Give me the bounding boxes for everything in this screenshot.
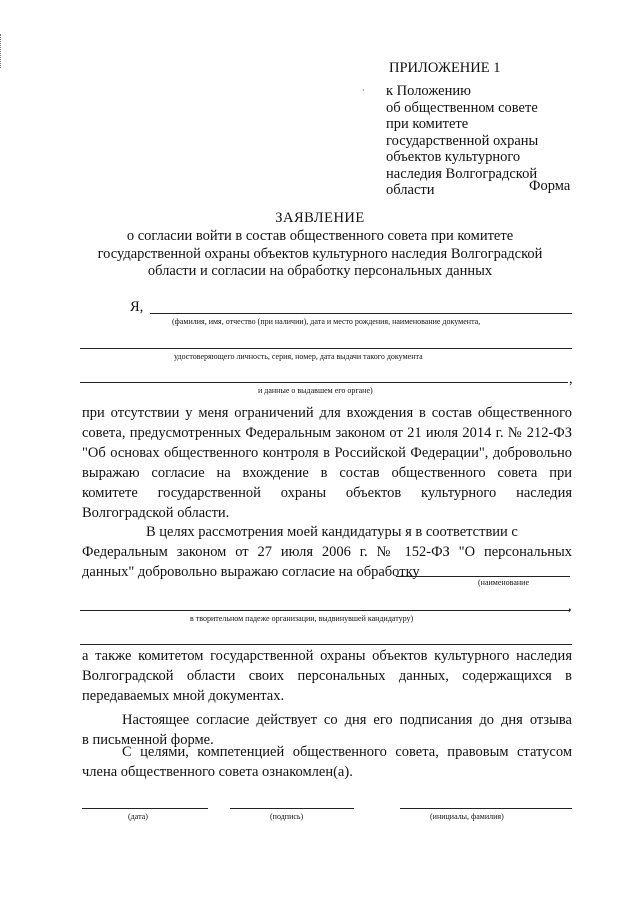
appendix-line: объектов культурного bbox=[386, 149, 521, 165]
identity-hint-3: и данные о выдавшем его органе) bbox=[258, 386, 373, 395]
signature-line[interactable] bbox=[230, 808, 354, 809]
paragraph-line: Волгоградской области. bbox=[82, 505, 230, 521]
appendix-line: наследия Волгоградской bbox=[386, 165, 538, 182]
paragraph-acknowledgement bbox=[82, 742, 572, 782]
paragraph-line: "Об основах общественного контроля в Российской Федерации", добровольно bbox=[82, 445, 572, 461]
appendix-line: области bbox=[386, 182, 435, 198]
paragraph-line: передаваемых мной документах. bbox=[82, 688, 285, 704]
form-label: Форма bbox=[529, 178, 571, 194]
paragraph-line: а также комитетом государственной охраны объектов культурного наследия bbox=[82, 648, 572, 664]
paragraph-line: выражаю согласие на вхождение в состав общественного совета при bbox=[82, 465, 572, 481]
paragraph-line: С целями, компетенцией общественного совета, правовым статусом bbox=[122, 744, 572, 760]
subtitle-line: области и согласии на обработку персональных данных bbox=[147, 263, 493, 279]
date-label: (дата) bbox=[128, 812, 148, 821]
paragraph-committee bbox=[82, 646, 572, 706]
org-line-3[interactable] bbox=[80, 644, 572, 645]
document-subtitle bbox=[60, 228, 580, 281]
identity-hint-2: удостоверяющего личность, серия, номер, дата выдачи такого документа bbox=[174, 352, 423, 361]
name-line[interactable] bbox=[400, 808, 572, 809]
paragraph-line: в письменной форме. bbox=[82, 732, 214, 748]
stray-mark: · bbox=[362, 86, 365, 95]
identity-line-2[interactable] bbox=[80, 348, 572, 349]
identity-line-3[interactable] bbox=[80, 382, 568, 383]
org-line-2[interactable] bbox=[80, 610, 570, 611]
identity-comma: , bbox=[569, 371, 573, 387]
org-line-1[interactable] bbox=[396, 576, 570, 577]
date-line[interactable] bbox=[82, 808, 208, 809]
paragraph-line: В целях рассмотрения моей кандидатуры я в соответствии с bbox=[146, 524, 518, 540]
signature-label: (подпись) bbox=[270, 812, 304, 821]
identity-hint-1: (фамилия, имя, отчество (при наличии), дата и место рождения, наименование документа, bbox=[172, 317, 481, 326]
appendix-line: к Положению bbox=[386, 83, 471, 99]
paragraph-line: данных" добровольно выражаю согласие на обработку bbox=[82, 564, 420, 580]
paragraph-line: при отсутствии у меня ограничений для вхождения в состав общественного bbox=[82, 405, 572, 421]
paragraph-line: Волгоградской области своих персональных данных, содержащихся в bbox=[82, 668, 572, 684]
subtitle-line: о согласии войти в состав общественного совета при комитете bbox=[126, 228, 514, 244]
paragraph-processing bbox=[82, 522, 572, 582]
name-label: (инициалы, фамилия) bbox=[430, 812, 504, 821]
appendix-line: при комитете bbox=[386, 116, 469, 132]
paragraph-line: члена общественного совета ознакомлен(а). bbox=[82, 764, 353, 780]
org-comma: , bbox=[568, 598, 572, 614]
paragraph-line: совета, предусмотренных Федеральным законом от 21 июля 2014 г. № 212-ФЗ bbox=[82, 425, 572, 441]
paragraph-consent bbox=[82, 403, 572, 523]
appendix-line: государственной охраны bbox=[386, 132, 539, 149]
paragraph-line: Федеральным законом от 27 июля 2006 г. № 152-ФЗ "О персональных bbox=[82, 544, 572, 560]
paragraph-line: Настоящее согласие действует со дня его подписания до дня отзыва bbox=[122, 712, 572, 728]
org-hint-2: в творительном падеже организации, выдвинувшей кандидатуру) bbox=[190, 614, 414, 623]
paragraph-line: комитете государственной охраны объектов культурного наследия bbox=[82, 485, 572, 501]
appendix-reference bbox=[386, 83, 538, 199]
scan-edge-mark bbox=[0, 34, 4, 68]
document-title: ЗАЯВЛЕНИЕ bbox=[275, 210, 365, 226]
subtitle-line: государственной охраны объектов культурного наследия Волгоградской bbox=[97, 245, 543, 262]
appendix-line: об общественном совете bbox=[386, 99, 538, 116]
identity-prefix: Я, bbox=[130, 299, 144, 315]
org-hint-1: (наименование bbox=[478, 578, 530, 587]
appendix-title: ПРИЛОЖЕНИЕ 1 bbox=[389, 60, 501, 76]
identity-line-1[interactable] bbox=[150, 313, 572, 314]
